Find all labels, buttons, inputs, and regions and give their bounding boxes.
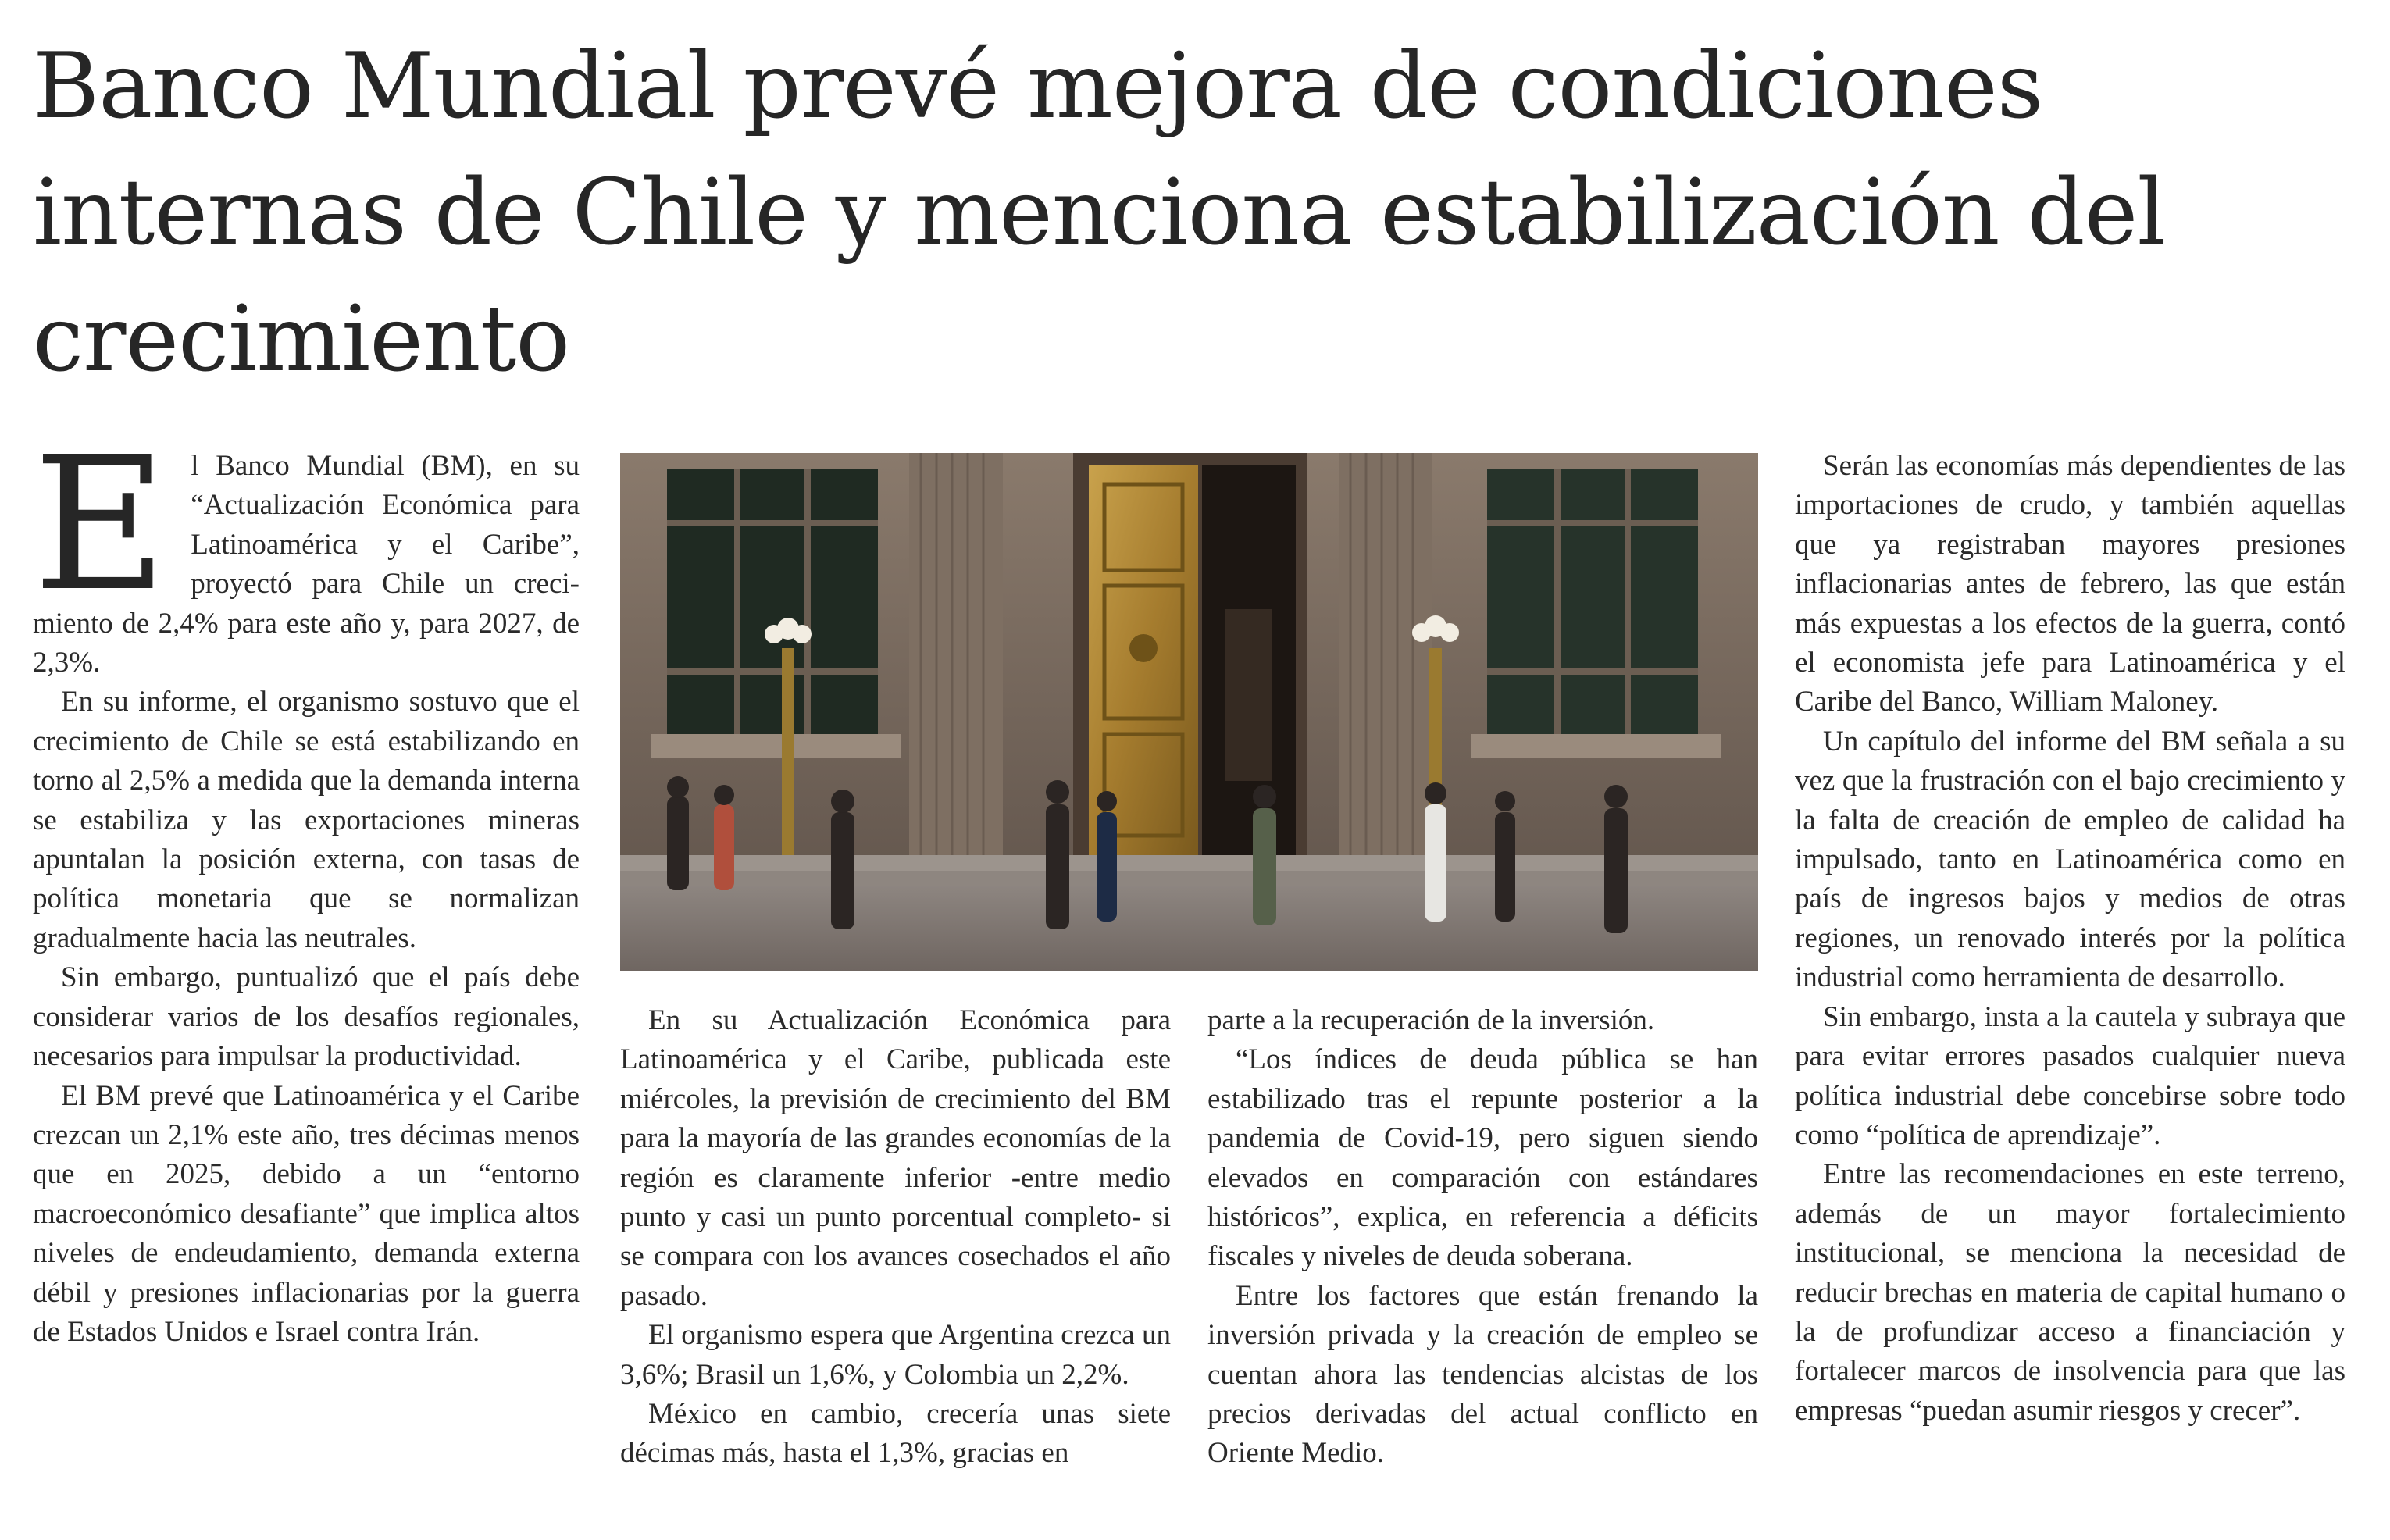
- paragraph: Serán las economías más dependientes de las importaciones de crudo, y también aquellas que ya registraban mayores presiones inflacionarias antes de febrero, las que están más expuestas a los efectos de la guerra, contó el economista jefe para Latinoamérica y el Caribe del Banco, William Maloney.: [1795, 450, 2345, 718]
- paragraph: Un capítulo del informe del BM señala a su vez que la frustración con el bajo crecimiento y la falta de creación de empleo de calidad ha impulsado, tanto en Latinoamérica como en país de ingresos bajos y medios de otras regiones, un renovado interés por la política industrial como herramienta de desarrollo.: [1795, 725, 2345, 994]
- paragraph-lead: [33, 417, 580, 683]
- headline: Banco Mundial prevé mejora de condiciones internas de Chile y menciona estabilización del crecimiento: [33, 34, 2166, 392]
- photo-illustration: [620, 453, 1758, 971]
- lead-text: l Banco Mundial (BM), en su “Actualización Económica para Latinoamérica y el Caribe”, proyectó para Chile un crecimiento de 2,4% para este año y, para 2027, de 2,3%.: [33, 450, 580, 679]
- paragraph: Sin embargo, puntualizó que el país debe considerar varios de los desafíos regionales, necesarios para impulsar la productividad.: [33, 961, 580, 1073]
- paragraph: Entre los factores que están frenando la inversión privada y la creación de empleo se cuentan ahora las tendencias alcistas de los precios derivadas del actual conflicto en Oriente Medio.: [1207, 1279, 1758, 1470]
- paragraph: México en cambio, crecería unas siete décimas más, hasta el 1,3%, gracias en: [620, 1398, 1171, 1470]
- paragraph: “Los índices de deuda pública se han estabilizado tras el repunte posterior a la pandemia de Covid-19, pero siguen siendo elevados en comparación con estándares históricos”, explica, en referencia a déficits fiscales y niveles de deuda soberana.: [1207, 1043, 1758, 1273]
- paragraph: parte a la recuperación de la inversión.: [1207, 1004, 1655, 1036]
- paragraph: En su informe, el organismo sostuvo que el crecimiento de Chile se está estabilizando en torno al 2,5% a medida que la demanda interna se estabiliza y las exportaciones mineras apuntalan la posición externa, con tasas de política monetaria que se normalizan gradualmente hacia las neutrales.: [33, 686, 580, 954]
- bank-building-entrance-photo: [620, 453, 1758, 971]
- article-column-3: [1207, 1001, 1758, 1474]
- article-column-2: [620, 1001, 1171, 1474]
- article-column-1: [33, 417, 580, 1352]
- paragraph: En su Actualización Económica para Latinoamérica y el Caribe, publicada este miércoles, la previsión de crecimiento del BM para la mayoría de las grandes economías de la región es claramente inferior -entre medio punto y casi un punto porcentual completo- si se compara con los avances cosechados el año pasado.: [620, 1004, 1171, 1312]
- paragraph: El organismo espera que Argentina crezca un 3,6%; Brasil un 1,6%, y Colombia un 2,2%.: [620, 1319, 1171, 1391]
- paragraph: El BM prevé que Latinoamérica y el Caribe crezcan un 2,1% este año, tres décimas menos que en 2025, debido a un “entorno macroeconómico desafiante” que implica altos niveles de endeudamiento, demanda externa débil y presiones inflacionarias por la guerra de Estados Unidos e Israel contra Irán.: [33, 1079, 580, 1348]
- drop-cap: E: [33, 417, 168, 632]
- paragraph: Entre las recomendaciones en este terreno, además de un mayor fortalecimiento institucional, se menciona la necesidad de reducir brechas en materia de capital humano o la de profundizar acceso a financiación y fortalecer marcos de insolvencia para que las empresas “puedan asumir riesgos y crecer”.: [1795, 1158, 2345, 1427]
- paragraph: Sin embargo, insta a la cautela y subraya que para evitar errores pasados cualquier nueva política industrial debe concebirse sobre todo como “política de aprendizaje”.: [1795, 1000, 2345, 1151]
- article-column-4: [1795, 447, 2345, 1431]
